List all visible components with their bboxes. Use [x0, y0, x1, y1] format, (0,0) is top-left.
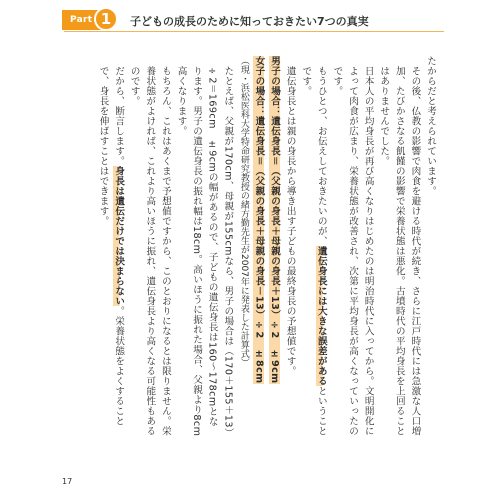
paragraph [95, 56, 126, 436]
paragraph-text: ということです。 [300, 65, 327, 436]
paragraph: その後、仏教の影響で肉食を避ける時代が続き、さらに江戸時代には急激な人口増加、たびかさなる飢饉の影響で栄養状態は悪化。古墳時代の平均身長を上回ることはありませんでした。 [378, 65, 421, 436]
paragraph-text: だから、断言します。 [113, 65, 125, 166]
paragraph-text: 。栄養状態をよくすることで、身長を伸ばすことはできます。 [97, 65, 125, 426]
chapter-title: 子どもの成長のために知っておきたい7つの真実 [130, 15, 369, 28]
highlighted-text: 遺伝身長には大きな誤差がある [315, 245, 327, 386]
formula-boys [266, 56, 282, 436]
paragraph: もちろん、これはあくまで予想値ですから、このとおりになるとは限りません。栄養状態がよければ、これより高いほうに振れ、遺伝身長より高くなる可能性もあるのです。 [128, 65, 171, 436]
chapter-header [62, 9, 452, 31]
body-text [95, 56, 438, 436]
paragraph: たとえば、父親が170cm、母親が155cmなら、男子の場合は（170＋155＋13）÷2＝169cm ±9cmの幅があるので、子どもの遺伝身長は160～178cmとなります。男子の遺伝身長の振れ幅は18cm。高いほうに振れた場合、父親より8cm高くなります。 [175, 65, 234, 436]
formula-text: 男子の場合：遺伝身長＝（父親の身長＋母親の身長＋13）÷2 ±9cm [269, 56, 281, 384]
page-number: 17 [62, 477, 73, 486]
formula-text: 女子の場合：遺伝身長＝（父親の身長＋母親の身長－13）÷2 ±8cm [253, 56, 265, 384]
highlighted-text: 身長は遺伝だけでは決まらない [113, 165, 125, 306]
paragraph: 遺伝身長とは親の身長から導き出す子どもの最終身長の予想値です。 [284, 65, 296, 376]
part-label: Part [70, 15, 93, 25]
formula-source: （現・浜松医科大学特命研究教授の緒方勤先生が2007年に発表した計算式） [238, 56, 249, 367]
paragraph: たからだと考えられています。 [425, 56, 436, 196]
part-number: 1 [94, 7, 118, 31]
paragraph: 日本人の平均身長が再び高くなりはじめたのは明治時代に入ってから。文明開化によって肉食が広まり、栄養状態が改善され、次第に平均身長が高くなっていったのです。 [331, 65, 374, 436]
formula-girls [251, 56, 267, 436]
paragraph [298, 56, 329, 436]
header-divider [64, 31, 444, 32]
paragraph-text: もうひとつ、お伝えしておきたいのが、 [315, 65, 327, 246]
